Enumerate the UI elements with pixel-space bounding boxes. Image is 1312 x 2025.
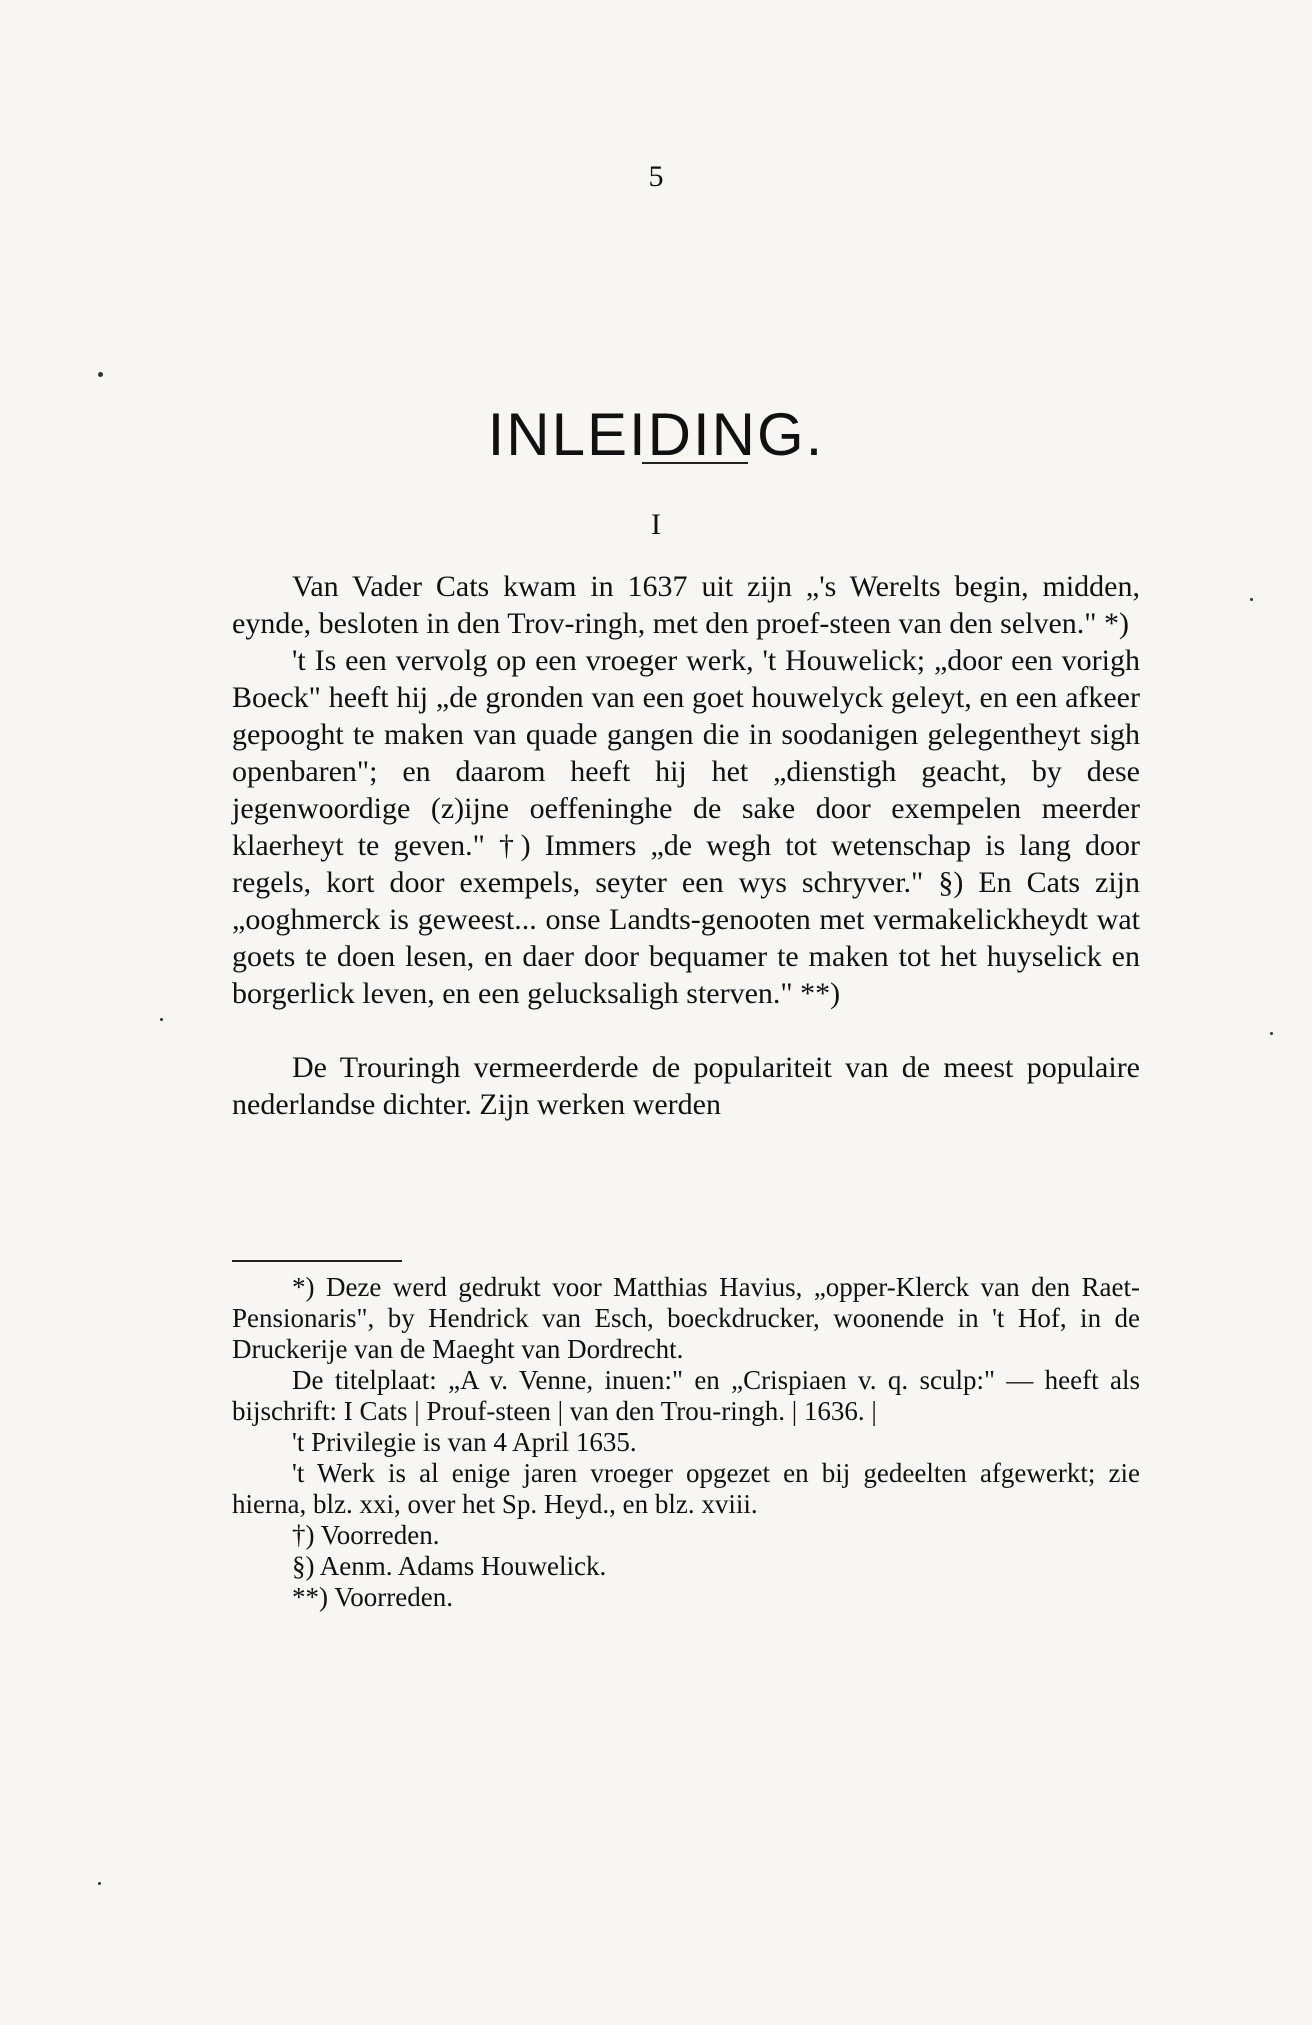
chapter-title: INLEIDING. [487, 401, 825, 469]
page-number: 5 [648, 160, 664, 193]
body-text [232, 568, 1140, 1123]
title-divider [642, 462, 748, 464]
scan-speck [1270, 1032, 1273, 1035]
footnote: De titelplaat: „A v. Venne, inuen:" en „Crispiaen v. q. sculp:" — heeft als bijschrift: I Cats | Prouf-steen | van den Trou-ringh. | 1636. | [232, 1365, 1140, 1426]
scan-speck [1250, 598, 1253, 601]
footnote: **) Voorreden. [292, 1582, 453, 1612]
scan-speck [160, 1018, 163, 1021]
footnote: 't Werk is al enige jaren vroeger opgezet en bij gedeelten afgewerkt; zie hierna, blz. xxi, over het Sp. Heyd., en blz. xviii. [232, 1458, 1140, 1519]
scan-speck [98, 372, 103, 377]
footnote: 't Privilegie is van 4 April 1635. [292, 1427, 637, 1457]
footnotes [232, 1272, 1140, 1613]
scan-speck [98, 1882, 101, 1885]
footnote: †) Voorreden. [292, 1520, 440, 1550]
body-paragraph: De Trouringh vermeerderde de populariteit van de meest populaire nederlandse dichter. Zijn werken werden [232, 1051, 1140, 1121]
footnote-divider [232, 1260, 402, 1262]
footnote: *) Deze werd gedrukt voor Matthias Havius, „opper-Klerck van den Raet-Pensionaris", by Hendrick van Esch, boeckdrucker, woonende in 't Hof, in de Druckerije van de Maeght van Dordrecht. [232, 1272, 1140, 1364]
section-numeral: I [651, 508, 661, 541]
footnote: §) Aenm. Adams Houwelick. [292, 1551, 607, 1581]
body-paragraph: 't Is een vervolg op een vroeger werk, 't Houwelick; „door een vorigh Boeck" heeft hij „de gronden van een goet houwelyck geleyt, en een afkeer gepooght te maken van quade gangen die in soodanigen gelegentheyt sigh openbaren"; en daarom heeft hij het „dienstigh geacht, by dese jegenwoordige (z)ijne oeffeninghe de sake door exempelen meerder klaerheyt te geven." †) Immers „de wegh tot wetenschap is lang door regels, kort door exempels, seyter een wys schryver." §) En Cats zijn „ooghmerck is geweest... onse Landts-genooten met vermakelickheydt wat goets te doen lesen, en daer door bequamer te maken tot het huyselick en borgerlick leven, en een gelucksaligh sterven." **) [232, 644, 1140, 1010]
body-paragraph: Van Vader Cats kwam in 1637 uit zijn „'s Werelts begin, midden, eynde, besloten in den Trov-ringh, met den proef-steen van den selven." *) [232, 570, 1140, 640]
